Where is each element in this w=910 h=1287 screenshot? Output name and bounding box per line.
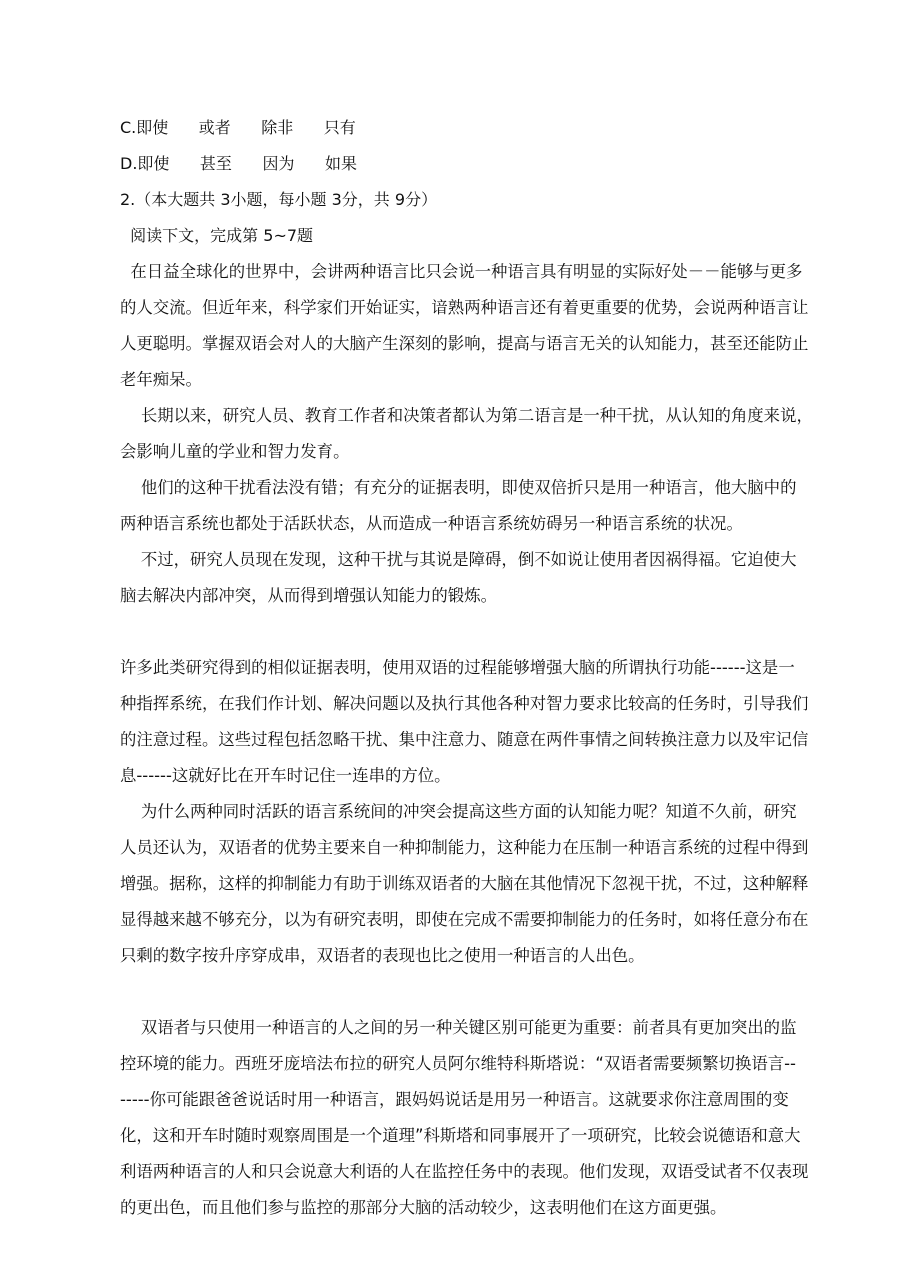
- paragraph-2-line-1: 长期以来，研究人员、教育工作者和决策者都认为第二语言是一种干扰，从认知的角度来说，: [120, 406, 813, 425]
- paragraph-7-line-1: 双语者与只使用一种语言的人之间的另一种关键区别可能更为重要：前者具有更加突出的监: [120, 1018, 797, 1037]
- paragraph-7-line-5: 利语两种语言的人和只会说意大利语的人在监控任务中的表现。他们发现，双语受试者不仅表现: [120, 1162, 809, 1181]
- question-header: 2.（本大题共 3小题，每小题 3分，共 9分）: [120, 190, 438, 209]
- paragraph-5-line-3: 的注意过程。这些过程包括忽略干扰、集中注意力、随意在两件事情之间转换注意力以及牢记信: [120, 730, 809, 749]
- option-c: C.即使 或者 除非 只有: [120, 118, 356, 137]
- paragraph-6-line-4: 显得越来越不够充分，以为有研究表明，即使在完成不需要抑制能力的任务时，如将任意分布在: [120, 910, 809, 929]
- paragraph-2-line-2: 会影响儿童的学业和智力发育。: [120, 442, 350, 461]
- instruction: 阅读下文，完成第 5~7题: [120, 226, 314, 245]
- paragraph-7-line-2: 控环境的能力。西班牙庞培法布拉的研究人员阿尔维特科斯塔说：“双语者需要频繁切换语言--: [120, 1054, 796, 1073]
- paragraph-7-line-6: 的更出色，而且他们参与监控的那部分大脑的活动较少，这表明他们在这方面更强。: [120, 1198, 727, 1217]
- paragraph-1-line-4: 老年痴呆。: [120, 370, 202, 389]
- paragraph-1-line-2: 的人交流。但近年来，科学家们开始证实，谙熟两种语言还有着更重要的优势，会说两种语言让: [120, 298, 809, 317]
- paragraph-3-line-2: 两种语言系统也都处于活跃状态，从而造成一种语言系统妨碍另一种语言系统的状况。: [120, 514, 743, 533]
- paragraph-3-line-1: 他们的这种干扰看法没有错；有充分的证据表明，即使双倍折只是用一种语言，他大脑中的: [120, 478, 797, 497]
- paragraph-5-line-2: 种指挥系统，在我们作计划、解决问题以及执行其他各种对智力要求比较高的任务时，引导我们: [120, 694, 809, 713]
- paragraph-4-line-1: 不过，研究人员现在发现，这种干扰与其说是障碍，倒不如说让使用者因祸得福。它迫使大: [120, 550, 797, 569]
- paragraph-5-line-1: 许多此类研究得到的相似证据表明，使用双语的过程能够增强大脑的所谓执行功能------这是一: [120, 658, 795, 677]
- paragraph-6-line-5: 只剩的数字按升序穿成串，双语者的表现也比之使用一种语言的人出色。: [120, 946, 645, 965]
- option-d: D.即使 甚至 因为 如果: [120, 154, 357, 173]
- paragraph-5-line-4: 息------这就好比在开车时记住一连串的方位。: [120, 766, 451, 785]
- paragraph-1-line-1: 在日益全球化的世界中，会讲两种语言比只会说一种语言具有明显的实际好处－－能够与更多: [120, 262, 803, 281]
- paragraph-7-line-4: 化，这和开车时随时观察周围是一个道理”科斯塔和同事展开了一项研究，比较会说德语和意大: [120, 1126, 801, 1145]
- paragraph-7-line-3: -----你可能跟爸爸说话时用一种语言，跟妈妈说话是用另一种语言。这就要求你注意周围的变: [120, 1090, 789, 1109]
- paragraph-1-line-3: 人更聪明。掌握双语会对人的大脑产生深刻的影响，提高与语言无关的认知能力，甚至还能防止: [120, 334, 809, 353]
- paragraph-4-line-2: 脑去解决内部冲突，从而得到增强认知能力的锻炼。: [120, 586, 497, 605]
- paragraph-6-line-2: 人员还认为，双语者的优势主要来自一种抑制能力，这种能力在压制一种语言系统的过程中得到: [120, 838, 809, 857]
- paragraph-6-line-1: 为什么两种同时活跃的语言系统间的冲突会提高这些方面的认知能力呢？知道不久前，研究: [120, 802, 797, 821]
- paragraph-6-line-3: 增强。据称，这样的抑制能力有助于训练双语者的大脑在其他情况下忽视干扰，不过，这种解释: [120, 874, 809, 893]
